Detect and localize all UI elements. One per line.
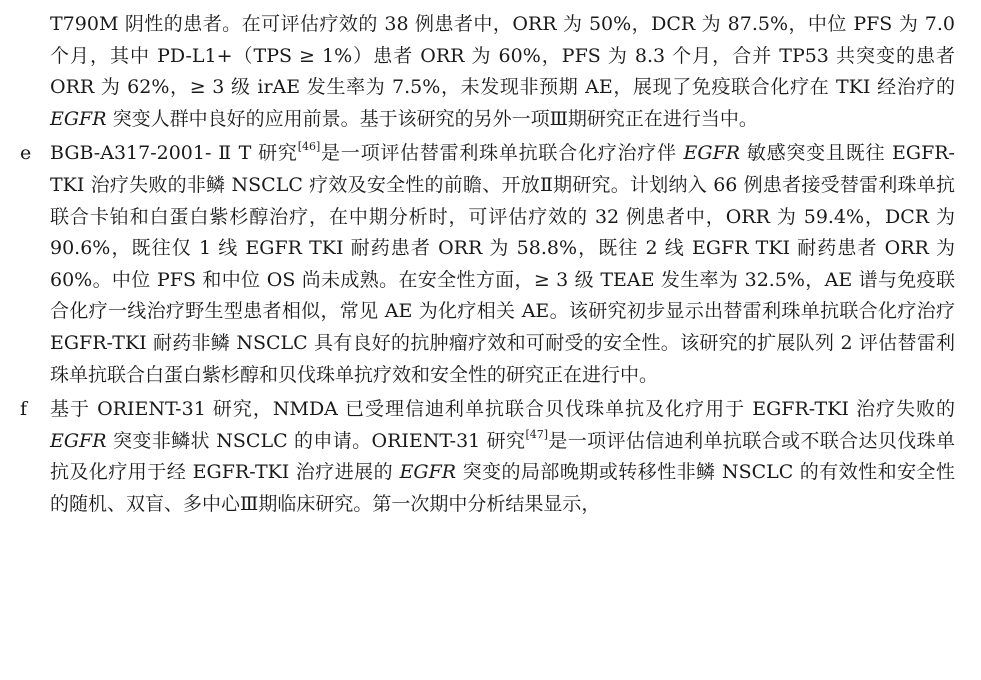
citation-reference: [46] — [297, 140, 321, 154]
paragraph-text: 突变的局部晚期或转移性非鳞 NSCLC 的有效性和安全性的随机、双盲、多中心Ⅲ期临床研究。第一次期中分析结果显示， — [50, 461, 955, 515]
paragraph-text: 突变人群中良好的应用前景。基于该研究的另外一项Ⅲ期研究正在进行当中。 — [106, 107, 758, 130]
italic-gene-term: EGFR — [50, 429, 107, 452]
citation-reference: [47] — [525, 427, 549, 441]
paragraph-text: T790M 阴性的患者。在可评估疗效的 38 例患者中，ORR 为 50%，DCR 为 87.5%，中位 PFS 为 7.0 个月，其中 PD-L1+（TPS ≥ 1%）患者 ORR 为 60%，PFS 为 8.3 个月，合并 TP53 共突变的患者 ORR 为 62%，≥ 3 级 irAE 发生率为 7.5%，未发现非预期 AE，展现了免疫联合化疗在 TKI 经治疗的 — [50, 13, 955, 99]
list-item — [0, 394, 981, 520]
list-item-marker: f — [20, 398, 28, 421]
paragraph-text: 是一项评估替雷利珠单抗联合化疗治疗伴 — [320, 142, 684, 165]
italic-gene-term: EGFR — [683, 142, 741, 165]
paragraph-text: BGB-A317-2001- Ⅱ T 研究 — [50, 142, 298, 165]
paragraph-text: 是一项评估信迪利单抗联合或不联合达贝伐珠单抗及化疗用于经 EGFR-TKI 治疗进展的 — [50, 429, 955, 484]
italic-gene-term: EGFR — [50, 107, 107, 130]
paragraph-text: 突变非鳞状 NSCLC 的申请。ORIENT-31 研究 — [106, 429, 526, 452]
list-item — [0, 138, 981, 391]
list-item — [0, 9, 981, 135]
paragraph-text: 敏感突变且既往 EGFR-TKI 治疗失败的非鳞 NSCLC 疗效及安全性的前瞻、开放Ⅱ期研究。计划纳入 66 例患者接受替雷利珠单抗联合卡铂和白蛋白紫杉醇治疗，在中期分析时，可评估疗效的 32 例患者中，ORR 为 59.4%，DCR 为 90.6%，既往仅 1 线 EGFR TKI 耐药患者 ORR 为 58.8%，既往 2 线 EGFR TKI 耐药患者 ORR 为 60%。中位 PFS 和中位 OS 尚未成熟。在安全性方面，≥ 3 级 TEAE 发生率为 32.5%，AE 谱与免疫联合化疗一线治疗野生型患者相似，常见 AE 为化疗相关 AE。该研究初步显示出替雷利珠单抗联合化疗治疗 EGFR-TKI 耐药非鳞 NSCLC 具有良好的抗肿瘤疗效和可耐受的安全性。该研究的扩展队列 2 评估替雷利珠单抗联合白蛋白紫杉醇和贝伐珠单抗疗效和安全性的研究正在进行中。 — [50, 142, 955, 386]
italic-gene-term: EGFR — [399, 461, 457, 484]
paragraph-text: 基于 ORIENT-31 研究，NMDA 已受理信迪利单抗联合贝伐珠单抗及化疗用于 EGFR-TKI 治疗失败的 — [50, 398, 955, 421]
list-item-marker: e — [20, 142, 32, 165]
